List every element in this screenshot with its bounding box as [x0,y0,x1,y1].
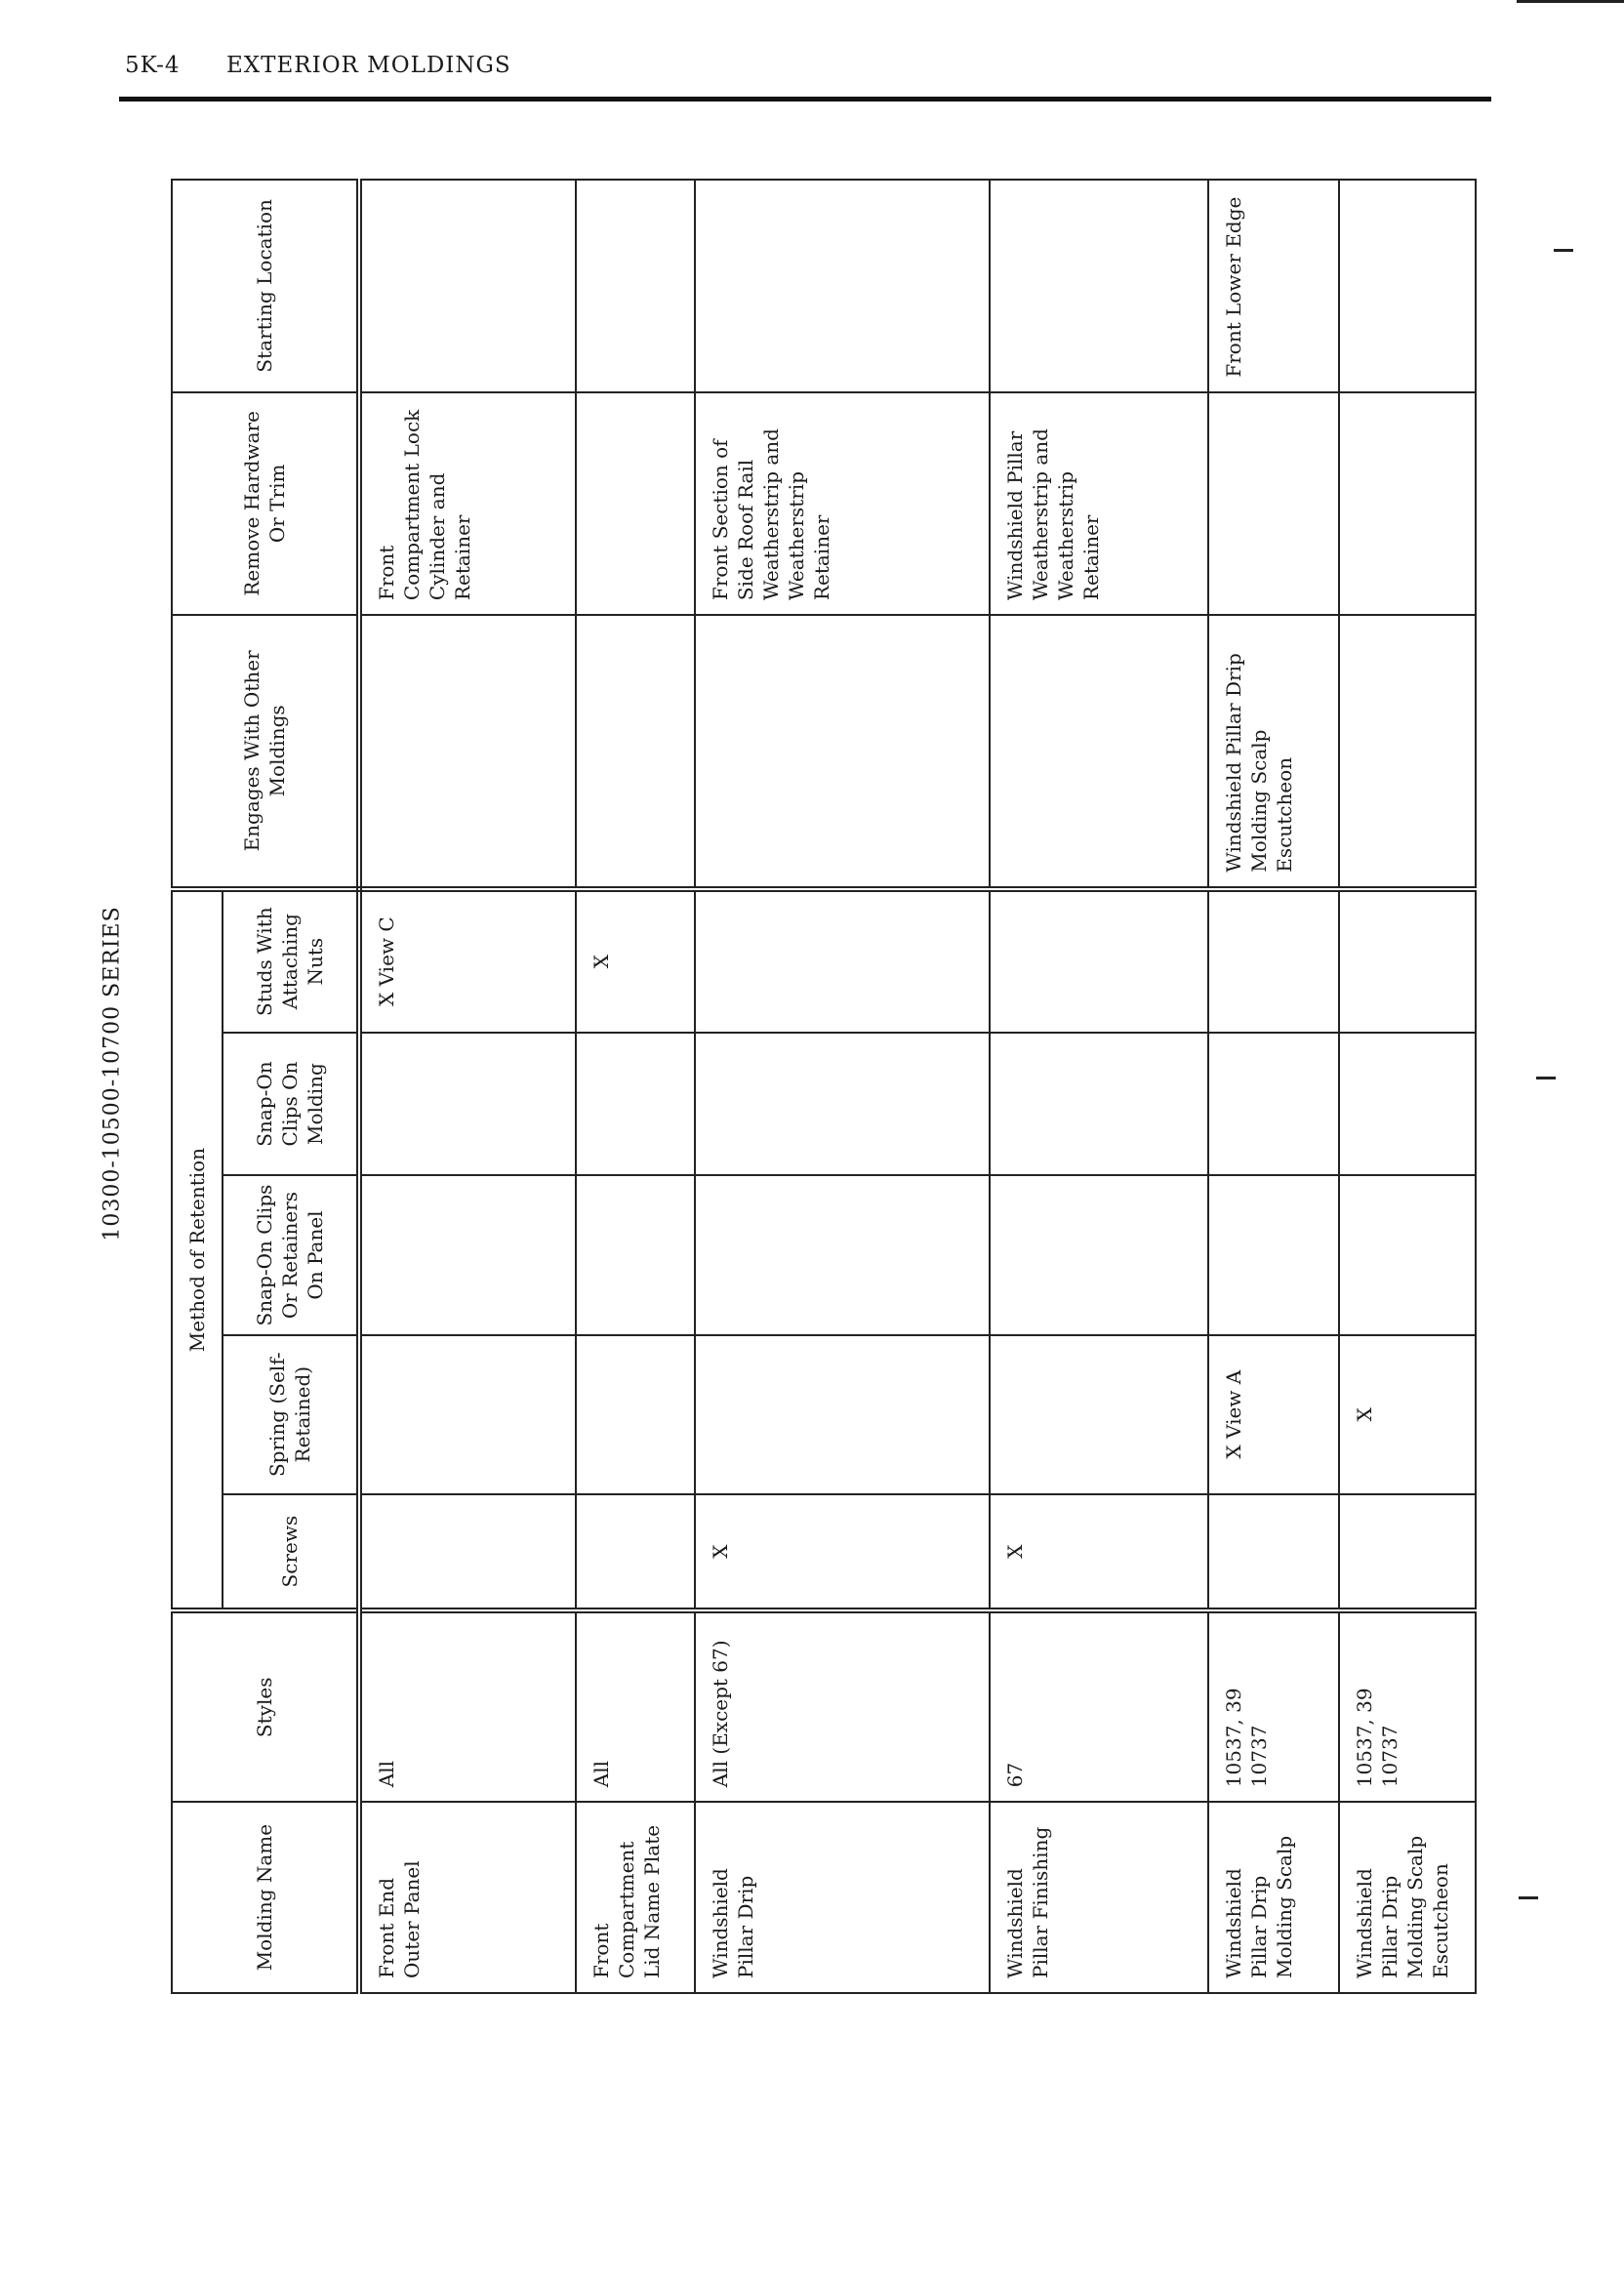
cell-starting: Front Lower Edge [1208,180,1339,392]
cell-screws [576,1494,695,1611]
cell-molding-name: Front Compartment Lid Name Plate [576,1802,695,1993]
series-label: 10300-10500-10700 SERIES [100,906,125,1242]
header-method-of-retention: Method of Retention [172,889,223,1611]
corner-rule [1517,0,1624,3]
cell-engages [359,615,576,889]
cell-studs [1339,889,1476,1033]
cell-styles: All [359,1610,576,1802]
cell-remove: Windshield Pillar Weatherstrip and Weatherstrip Retainer [990,392,1208,615]
cell-molding-name: Windshield Pillar Drip Molding Scalp Escutcheon [1339,1802,1476,1993]
moldings-table-wrapper [171,179,1475,1994]
cell-snap-molding [1208,1033,1339,1176]
cell-remove [1208,392,1339,615]
header-spring-self-retained: Spring (Self-Retained) [223,1335,359,1494]
cell-snap-molding [990,1033,1208,1176]
header-starting-location: Starting Location [172,180,359,392]
cell-screws [1339,1494,1476,1611]
page-number: 5K-4 [125,53,181,78]
cell-molding-name: Windshield Pillar Drip [695,1802,990,1993]
cell-spring: X [1339,1335,1476,1494]
cell-studs [990,889,1208,1033]
moldings-table [171,179,1477,1994]
header-snap-on-clips-on-molding: Snap-On Clips On Molding [223,1033,359,1176]
table-row [1339,180,1476,1993]
header-remove-hardware-or-trim: Remove Hardware Or Trim [172,392,359,615]
cell-engages [695,615,990,889]
cell-remove [1339,392,1476,615]
margin-tick [1519,1896,1538,1899]
cell-remove [576,392,695,615]
cell-screws [359,1494,576,1611]
cell-styles: 10537, 39 10737 [1208,1610,1339,1802]
cell-styles: 67 [990,1610,1208,1802]
cell-starting [990,180,1208,392]
cell-snap-panel [359,1175,576,1334]
cell-snap-panel [695,1175,990,1334]
table-row [359,180,576,1993]
cell-snap-molding [359,1033,576,1176]
cell-molding-name: Front End Outer Panel [359,1802,576,1993]
cell-styles: All [576,1610,695,1802]
cell-screws: X [990,1494,1208,1611]
cell-snap-panel [576,1175,695,1334]
cell-studs: X [576,889,695,1033]
cell-spring [359,1335,576,1494]
cell-snap-panel [990,1175,1208,1334]
cell-studs [1208,889,1339,1033]
cell-snap-molding [695,1033,990,1176]
cell-snap-molding [1339,1033,1476,1176]
cell-engages [576,615,695,889]
cell-snap-panel [1339,1175,1476,1334]
cell-styles: 10537, 39 10737 [1339,1610,1476,1802]
cell-engages: Windshield Pillar Drip Molding Scalp Escutcheon [1208,615,1339,889]
cell-spring [695,1335,990,1494]
header-molding-name: Molding Name [172,1802,359,1993]
header-screws: Screws [223,1494,359,1611]
cell-starting [695,180,990,392]
table-row [1208,180,1339,1993]
cell-styles: All (Except 67) [695,1610,990,1802]
page-title: EXTERIOR MOLDINGS [226,53,511,78]
header-engages-with-other-moldings: Engages With Other Moldings [172,615,359,889]
cell-screws [1208,1494,1339,1611]
cell-starting [576,180,695,392]
cell-remove: Front Section of Side Roof Rail Weatherstrip and Weatherstrip Retainer [695,392,990,615]
cell-remove: Front Compartment Lock Cylinder and Retainer [359,392,576,615]
cell-studs [695,889,990,1033]
header-studs-with-attaching-nuts: Studs With Attaching Nuts [223,889,359,1033]
cell-spring [576,1335,695,1494]
cell-starting [359,180,576,392]
cell-molding-name: Windshield Pillar Finishing [990,1802,1208,1993]
cell-starting [1339,180,1476,392]
cell-studs: X View C [359,889,576,1033]
cell-engages [1339,615,1476,889]
cell-spring [990,1335,1208,1494]
table-row [990,180,1208,1993]
margin-tick [1536,1077,1556,1079]
table-row [695,180,990,1993]
table-row [576,180,695,1993]
margin-tick [1554,249,1573,252]
header-rule [119,97,1491,102]
cell-engages [990,615,1208,889]
cell-spring: X View A [1208,1335,1339,1494]
cell-molding-name: Windshield Pillar Drip Molding Scalp [1208,1802,1339,1993]
cell-snap-panel [1208,1175,1339,1334]
header-snap-on-clips-on-panel: Snap-On Clips Or Retainers On Panel [223,1175,359,1334]
cell-screws: X [695,1494,990,1611]
cell-snap-molding [576,1033,695,1176]
header-styles: Styles [172,1610,359,1802]
